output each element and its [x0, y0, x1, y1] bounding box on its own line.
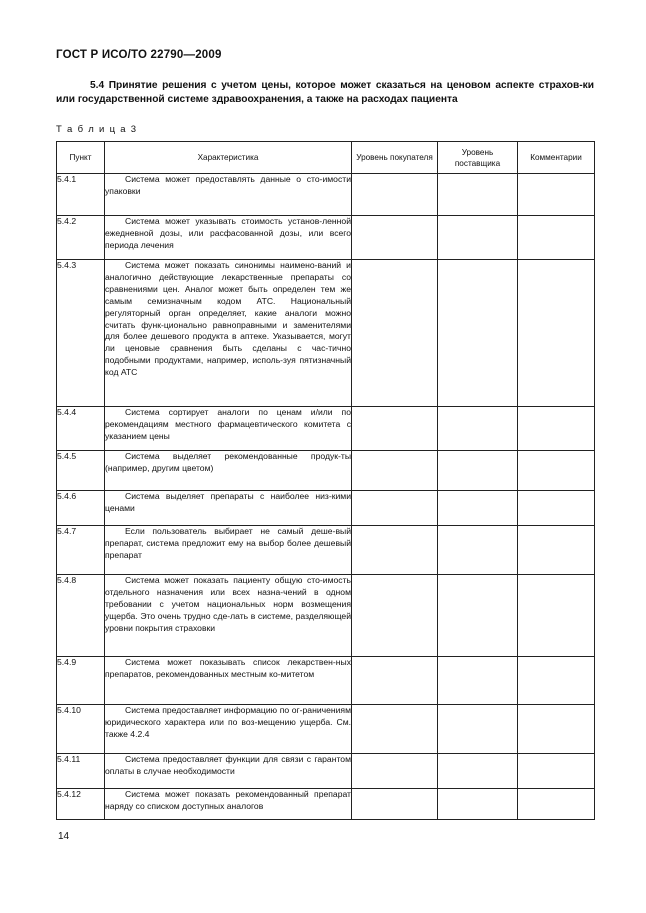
supplier-level-cell: [438, 705, 518, 754]
row-id: 5.4.8: [57, 575, 105, 657]
supplier-level-cell: [438, 407, 518, 451]
comments-cell: [518, 705, 595, 754]
supplier-level-cell: [438, 491, 518, 526]
buyer-level-cell: [352, 789, 438, 820]
supplier-level-cell: [438, 657, 518, 705]
table-header-row: [57, 142, 595, 174]
comments-cell: [518, 657, 595, 705]
table-row: [57, 407, 595, 451]
header-supplier-level: Уровень поставщика: [438, 142, 518, 174]
table-row: [57, 491, 595, 526]
row-characteristic: Система предоставляет функции для связи с гарантом оплаты в случае необходимости: [105, 754, 352, 789]
supplier-level-cell: [438, 789, 518, 820]
comments-cell: [518, 260, 595, 407]
header-buyer-level: Уровень покупателя: [352, 142, 438, 174]
header-comments: Комментарии: [518, 142, 595, 174]
row-id: 5.4.4: [57, 407, 105, 451]
table-row: [57, 526, 595, 575]
row-characteristic: Система может указывать стоимость установ-ленной ежедневной дозы, или расфасованной дозы, или всего периода лечения: [105, 216, 352, 260]
row-characteristic: Если пользователь выбирает не самый деше-вый препарат, система предложит ему на выбор более дешевый препарат: [105, 526, 352, 575]
row-id: 5.4.9: [57, 657, 105, 705]
row-id: 5.4.12: [57, 789, 105, 820]
row-id: 5.4.1: [57, 174, 105, 216]
standard-header: ГОСТ Р ИСО/ТО 22790—2009: [56, 49, 222, 61]
table-row: [57, 575, 595, 657]
table-row: [57, 789, 595, 820]
row-characteristic: Система выделяет рекомендованные продук-ты (например, другим цветом): [105, 451, 352, 491]
buyer-level-cell: [352, 451, 438, 491]
header-characteristic: Характеристика: [105, 142, 352, 174]
table-caption: Т а б л и ц а 3: [56, 124, 138, 135]
buyer-level-cell: [352, 526, 438, 575]
row-characteristic: Система может предоставлять данные о сто-имости упаковки: [105, 174, 352, 216]
buyer-level-cell: [352, 216, 438, 260]
row-characteristic: Система выделяет препараты с наиболее низ-кими ценами: [105, 491, 352, 526]
row-id: 5.4.6: [57, 491, 105, 526]
row-characteristic: Система может показывать список лекарствен-ных препаратов, рекомендованных местным ко-митетом: [105, 657, 352, 705]
row-characteristic: Система может показать пациенту общую сто-имость отдельного назначения или всех назна-чений в одном требовании с учетом национальных норм возмещения ущерба. Это очень трудно сде-лать в системе, разделяющей уровни покрытия страховки: [105, 575, 352, 657]
comments-cell: [518, 754, 595, 789]
page-number: 14: [58, 831, 70, 842]
supplier-level-cell: [438, 451, 518, 491]
buyer-level-cell: [352, 260, 438, 407]
comments-cell: [518, 526, 595, 575]
row-characteristic: Система сортирует аналоги по ценам и/или по рекомендациям местного фармацевтического комитета с указанием цены: [105, 407, 352, 451]
row-characteristic: Система может показать рекомендованный препарат наряду со списком доступных аналогов: [105, 789, 352, 820]
row-id: 5.4.10: [57, 705, 105, 754]
row-id: 5.4.7: [57, 526, 105, 575]
row-id: 5.4.11: [57, 754, 105, 789]
supplier-level-cell: [438, 754, 518, 789]
row-id: 5.4.2: [57, 216, 105, 260]
buyer-level-cell: [352, 754, 438, 789]
supplier-level-cell: [438, 260, 518, 407]
comments-cell: [518, 216, 595, 260]
comments-cell: [518, 789, 595, 820]
buyer-level-cell: [352, 174, 438, 216]
supplier-level-cell: [438, 575, 518, 657]
comments-cell: [518, 407, 595, 451]
supplier-level-cell: [438, 174, 518, 216]
row-id: 5.4.3: [57, 260, 105, 407]
comments-cell: [518, 491, 595, 526]
buyer-level-cell: [352, 575, 438, 657]
comments-cell: [518, 174, 595, 216]
buyer-level-cell: [352, 705, 438, 754]
requirements-table: [56, 141, 595, 820]
table-row: [57, 657, 595, 705]
header-item: Пункт: [57, 142, 105, 174]
row-characteristic: Система может показать синонимы наимено-ваний и аналогично действующие лекарственные препараты со сравнениями цен. Аналог может быть определен тем же самым семизначным кодом АТС. Национальный регуляторный орган определяет, какие аналоги можно считать функ-ционально равноправными и заменителями для более дешевого продукта в аптеке. Указывается, могут ли ценовые сравнения быть сделаны с час-тично подобными продуктами, например, исполь-зуя пятизначный код АТС: [105, 260, 352, 407]
buyer-level-cell: [352, 407, 438, 451]
section-title: 5.4 Принятие решения с учетом цены, которое может сказаться на ценовом аспекте страхов-ки или государственной системе здравоохранения, а также на расходах пациента: [56, 80, 594, 105]
row-characteristic: Система предоставляет информацию по ог-раничениям юридического характера или по воз-мещению ущерба. См. также 4.2.4: [105, 705, 352, 754]
table-row: [57, 451, 595, 491]
table-row: [57, 216, 595, 260]
table-row: [57, 260, 595, 407]
comments-cell: [518, 575, 595, 657]
table-row: [57, 174, 595, 216]
row-id: 5.4.5: [57, 451, 105, 491]
supplier-level-cell: [438, 526, 518, 575]
buyer-level-cell: [352, 657, 438, 705]
table-row: [57, 705, 595, 754]
table-row: [57, 754, 595, 789]
buyer-level-cell: [352, 491, 438, 526]
comments-cell: [518, 451, 595, 491]
supplier-level-cell: [438, 216, 518, 260]
